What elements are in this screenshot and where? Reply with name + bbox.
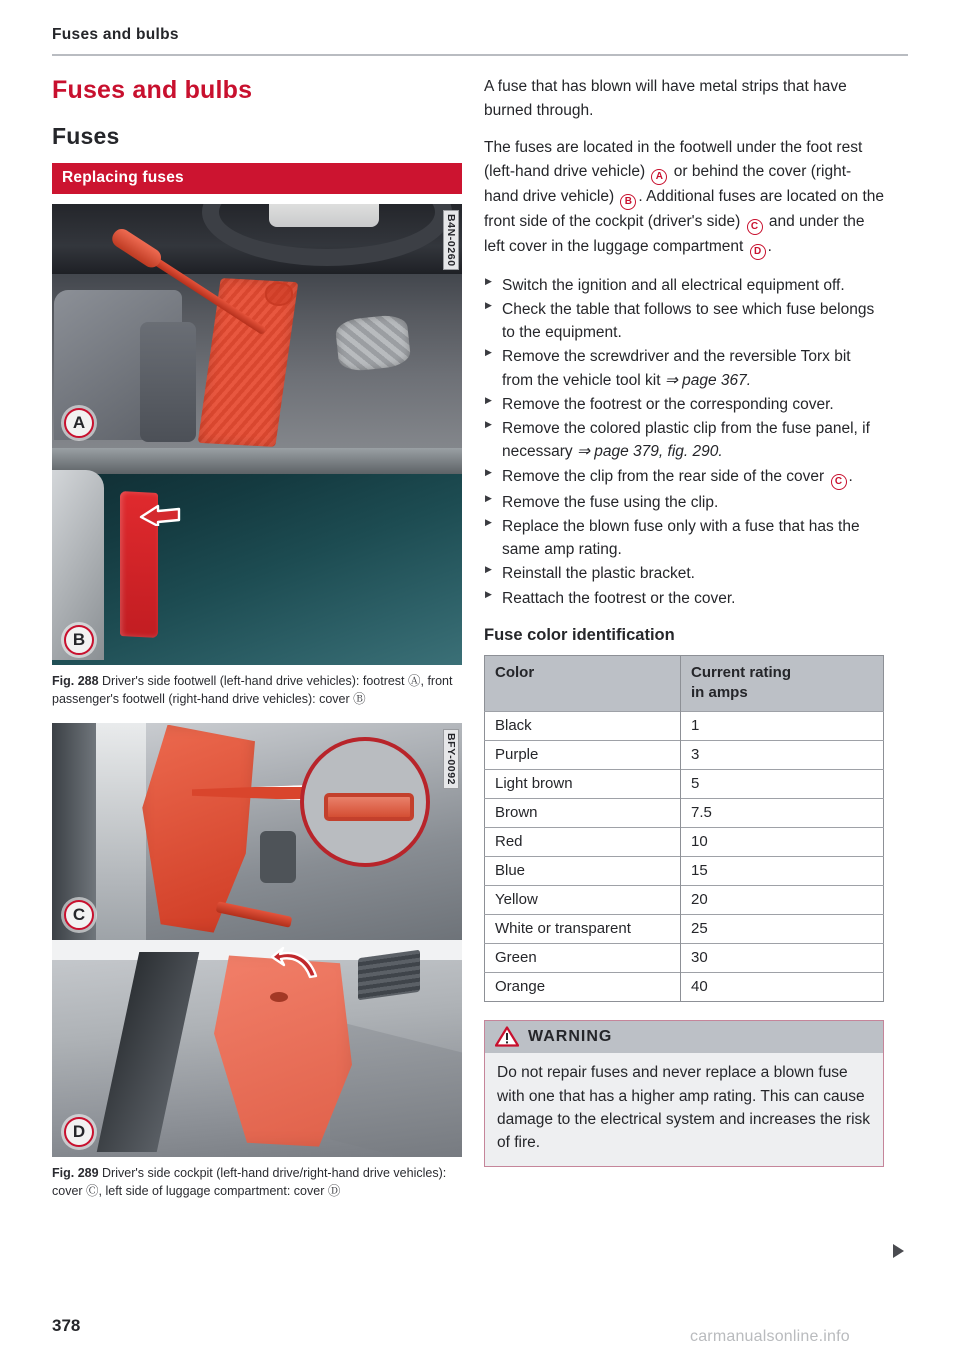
center-console-art — [140, 322, 196, 442]
ref-badge-d: D — [750, 244, 766, 260]
brake-pedal-art — [334, 313, 411, 372]
intro-paragraph-2 — [484, 136, 884, 260]
table-row — [485, 857, 884, 886]
step-text: Reinstall the plastic bracket. — [502, 565, 695, 583]
list-item — [484, 298, 884, 345]
detail-magnifier-art — [300, 737, 430, 867]
cell-color: Blue — [485, 857, 681, 886]
cross-reference[interactable]: ⇒ page 367. — [664, 371, 752, 389]
cell-amps: 40 — [681, 973, 884, 1002]
figure-288-code: B4N-0260 — [443, 210, 460, 271]
step-text: Remove the screwdriver and the reversible Torx bit from the vehicle tool kit — [502, 348, 851, 389]
cell-amps: 30 — [681, 944, 884, 973]
table-row — [485, 886, 884, 915]
figure-288-caption — [52, 672, 462, 709]
list-item — [484, 345, 884, 392]
list-item — [484, 417, 884, 464]
fuse-color-table — [484, 655, 884, 1003]
cell-amps: 25 — [681, 915, 884, 944]
cell-color: Brown — [485, 799, 681, 828]
intro-p2-seg3: . Additional fuses are located on the front side of the cockpit (driver's side) — [484, 187, 885, 230]
header-divider — [52, 54, 908, 56]
step-text: Check the table that follows to see which fuse belongs to the equipment. — [502, 300, 875, 342]
cross-reference[interactable]: ⇒ page 379, fig. 290. — [576, 443, 723, 461]
warning-title: WARNING — [528, 1027, 613, 1045]
rating-line-1: Current rating — [691, 663, 792, 681]
step-text: Reattach the footrest or the cover. — [502, 589, 736, 607]
fuse-table-heading: Fuse color identification — [484, 625, 675, 644]
list-item — [484, 491, 884, 514]
procedure-steps — [484, 274, 884, 610]
intro-p2-seg2: or behind the cover (right-hand drive vehicle) — [484, 162, 852, 205]
figure-288-panel-a — [52, 204, 462, 448]
list-item — [484, 562, 884, 585]
cell-color: Red — [485, 828, 681, 857]
door-panel-art — [96, 723, 146, 940]
rear-glass-art — [97, 952, 200, 1152]
figure-288 — [52, 204, 462, 665]
cell-amps: 15 — [681, 857, 884, 886]
cell-color: Purple — [485, 741, 681, 770]
cell-amps: 7.5 — [681, 799, 884, 828]
intro-p2-seg4: and under the left cover in the luggage compartment — [484, 212, 865, 255]
door-sill-art — [52, 448, 462, 474]
intro-paragraph-1: A fuse that has blown will have metal strips that have burned through. — [484, 78, 847, 119]
warning-body: Do not repair fuses and never replace a blown fuse with one that has a higher amp rating. This can cause damage to the electrical system and increases the risk of fire. — [497, 1064, 871, 1152]
cover-slot-art — [270, 992, 288, 1002]
table-row — [485, 828, 884, 857]
figure-289-caption-label: Fig. 289 — [52, 1165, 99, 1180]
callout-a: A — [64, 408, 94, 438]
table-header-row — [485, 655, 884, 712]
figure-288-panel-b — [52, 448, 462, 665]
table-row — [485, 944, 884, 973]
table-row — [485, 915, 884, 944]
dash-vent-art — [260, 831, 296, 883]
figure-289-caption — [52, 1164, 462, 1201]
callout-b: B — [64, 625, 94, 655]
cell-amps: 3 — [681, 741, 884, 770]
table-row — [485, 770, 884, 799]
table-row — [485, 712, 884, 741]
fuse-cover-c-art — [140, 725, 255, 933]
cell-color: Green — [485, 944, 681, 973]
figure-289-panel-c — [52, 723, 462, 940]
warning-triangle-icon — [495, 1026, 519, 1047]
site-watermark: carmanualsonline.info — [690, 1328, 850, 1345]
cell-amps: 5 — [681, 770, 884, 799]
step-text: Remove the colored plastic clip from the fuse panel, if necessary — [502, 420, 870, 461]
running-header: Fuses and bulbs — [52, 26, 179, 43]
left-column — [52, 75, 462, 1201]
subsection-bar: Replacing fuses — [52, 163, 462, 194]
warning-header — [485, 1021, 883, 1053]
section-title: Fuses — [52, 123, 120, 149]
callout-d: D — [64, 1117, 94, 1147]
figure-289 — [52, 723, 462, 1157]
cell-amps: 20 — [681, 886, 884, 915]
fuse-cover-d-art — [202, 952, 352, 1147]
table-body — [485, 712, 884, 1002]
rating-line-2: in amps — [691, 684, 748, 702]
table-header-rating — [681, 655, 884, 712]
cell-color: Black — [485, 712, 681, 741]
table-row — [485, 799, 884, 828]
warning-box — [484, 1020, 884, 1167]
chapter-title: Fuses and bulbs — [52, 76, 253, 104]
list-item — [484, 393, 884, 416]
cell-amps: 1 — [681, 712, 884, 741]
callout-c: C — [64, 900, 94, 930]
intro-p2-seg1: The fuses are located in the footwell under the foot rest (left-hand drive vehicle) — [484, 139, 863, 180]
cell-color: White or transparent — [485, 915, 681, 944]
figure-289-code: BFY-0092 — [443, 729, 460, 789]
step-text: Remove the footrest or the corresponding cover. — [502, 395, 834, 413]
intro-p2-seg5: . — [767, 237, 772, 255]
step-text: Remove the fuse using the clip. — [502, 493, 719, 511]
step-suffix: . — [848, 467, 853, 485]
figure-288-caption-label: Fig. 288 — [52, 673, 99, 688]
step-text: Replace the blown fuse only with a fuse that has the same amp rating. — [502, 517, 860, 559]
ref-badge-b: B — [620, 194, 636, 210]
figure-289-caption-text: Driver's side cockpit (left-hand drive/right-hand drive vehicles): cover Ⓒ, left side of luggage compartment: cover Ⓓ — [52, 1165, 447, 1199]
cell-amps: 10 — [681, 828, 884, 857]
cell-color: Light brown — [485, 770, 681, 799]
table-row — [485, 741, 884, 770]
figure-288-caption-text: Driver's side footwell (left-hand drive vehicles): footrest Ⓐ, front passenger's footwell (right-hand drive vehicles): cover Ⓑ — [52, 673, 453, 707]
luggage-floor-art — [330, 1019, 462, 1156]
fuse-clip-detail-art — [324, 793, 414, 821]
list-item — [484, 515, 884, 562]
list-item — [484, 587, 884, 610]
page-number: 378 — [52, 1316, 81, 1335]
ref-badge-a: A — [651, 169, 667, 185]
figure-289-panel-d — [52, 940, 462, 1157]
ref-badge-c: C — [831, 474, 847, 490]
continuation-arrow-icon — [893, 1244, 904, 1258]
screwdriver-c-art — [216, 901, 293, 928]
step-text: Remove the clip from the rear side of the cover — [502, 467, 825, 485]
step-text: Switch the ignition and all electrical equipment off. — [502, 276, 845, 294]
table-header-color: Color — [485, 655, 681, 712]
list-item — [484, 465, 884, 490]
right-column — [484, 75, 884, 1167]
cell-color: Yellow — [485, 886, 681, 915]
direction-arrow-icon — [270, 946, 320, 980]
cell-color: Orange — [485, 973, 681, 1002]
clip-point-art — [265, 282, 293, 306]
list-item — [484, 274, 884, 297]
ref-badge-c: C — [747, 219, 763, 235]
speaker-grille-art — [358, 949, 420, 1000]
direction-arrow-icon — [138, 500, 182, 526]
table-row — [485, 973, 884, 1002]
